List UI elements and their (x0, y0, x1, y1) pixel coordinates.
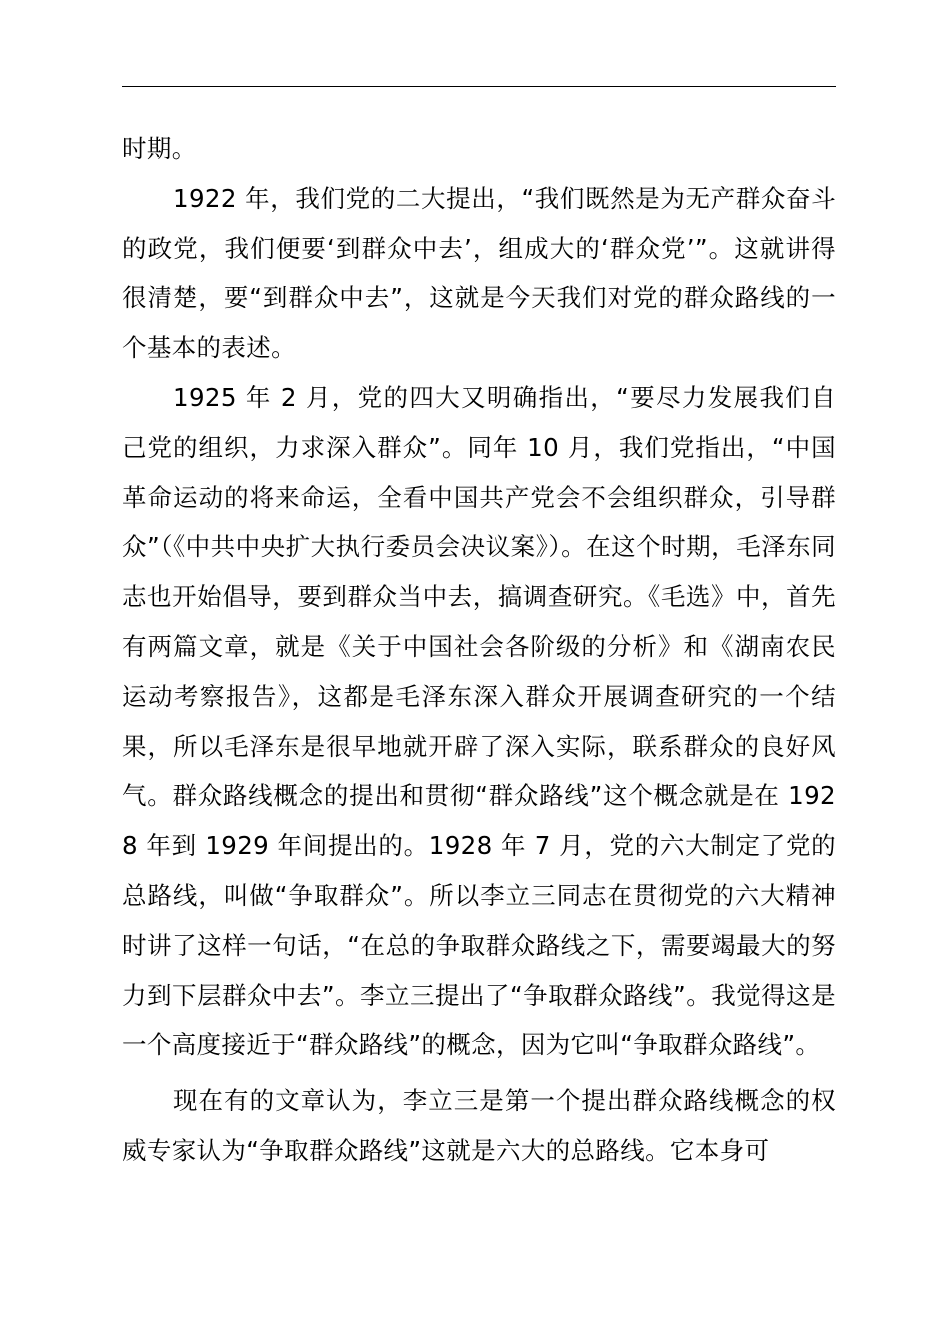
paragraph-1: 时期。 (122, 134, 197, 163)
header-rule (122, 86, 836, 87)
paragraph-2: 1922 年，我们党的二大提出，“我们既然是为无产群众奋斗的政党，我们便要‘到群众中去’，组成大的‘群众党’”。这就讲得很清楚，要“到群众中去”，这就是今天我们对党的群众路线的一个基本的表述。 (122, 183, 836, 363)
paragraph-4: 现在有的文章认为，李立三是第一个提出群众路线概念的权威专家认为“争取群众路线”这就是六大的总路线。它本身可 (122, 1086, 836, 1165)
paragraph-3: 1925 年 2 月，党的四大又明确指出，“要尽力发展我们自己党的组织，力求深入群众”。同年 10 月，我们党指出，“中国革命运动的将来命运，全看中国共产党会不会组织群众，引导群众”（《中共中央扩大执行委员会决议案》）。在这个时期，毛泽东同志也开始倡导，要到群众当中去，搞调查研究。《毛选》中，首先有两篇文章，就是《关于中国社会各阶级的分析》和《湖南农民运动考察报告》，这都是毛泽东深入群众开展调查研究的一个结果，所以毛泽东是很早地就开辟了深入实际，联系群众的良好风气。群众路线概念的提出和贯彻“群众路线”这个概念就是在 1928 年到 1929 年间提出的。1928 年 7 月，党的六大制定了党的总路线，叫做“争取群众”。所以李立三同志在贯彻党的六大精神时讲了这样一句话，“在总的争取群众路线之下，需要竭最大的努力到下层群众中去”。李立三提出了“争取群众路线”。我觉得这是一个高度接近于“群众路线”的概念，因为它叫“争取群众路线”。 (122, 382, 836, 1060)
document-body (122, 124, 836, 1176)
